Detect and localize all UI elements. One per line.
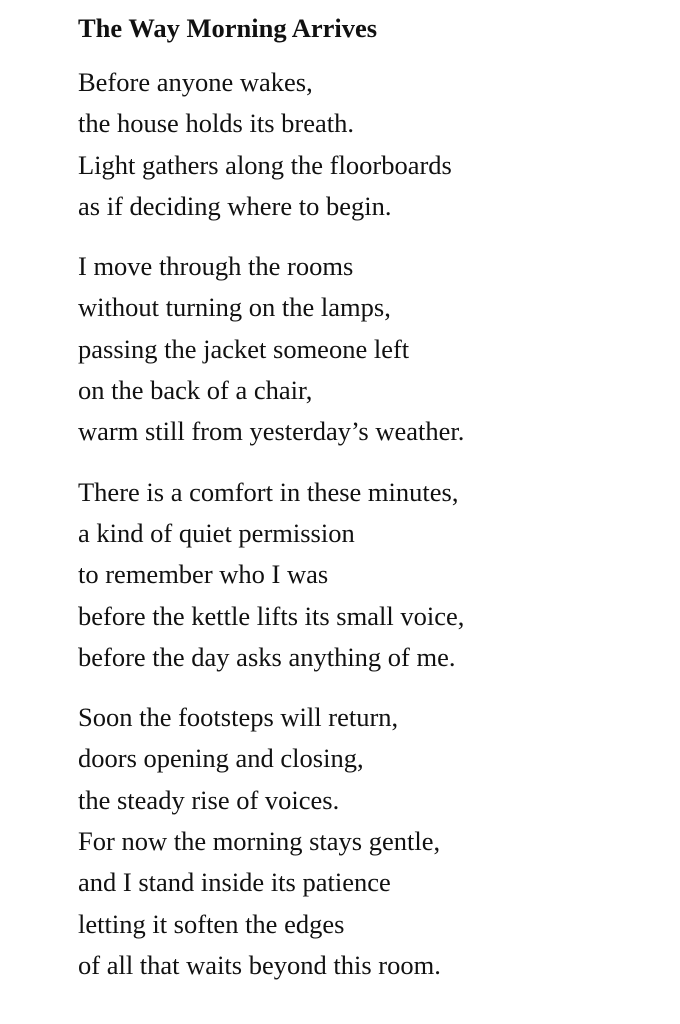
poem-line: There is a comfort in these minutes, (78, 476, 459, 507)
poem-line: without turning on the lamps, (78, 292, 391, 323)
poem-line: before the kettle lifts its small voice, (78, 600, 465, 631)
poem-line: doors opening and closing, (78, 743, 364, 774)
stanza-1 (78, 62, 668, 227)
poem-line: before the day asks anything of me. (78, 641, 456, 672)
poem-line: Light gathers along the floorboards (78, 149, 452, 180)
poem-line: I move through the rooms (78, 251, 354, 282)
poem-line: of all that waits beyond this room. (78, 949, 441, 980)
poem-line: as if deciding where to begin. (78, 190, 392, 221)
poem-line: to remember who I was (78, 559, 329, 590)
poem-line: on the back of a chair, (78, 375, 313, 406)
stanza-2 (78, 246, 668, 452)
poem-line: the house holds its breath. (78, 108, 354, 139)
poem-line: the steady rise of voices. (78, 784, 340, 815)
poem (78, 10, 668, 1005)
stanza-4 (78, 697, 668, 986)
poem-line: warm still from yesterday’s weather. (78, 416, 465, 447)
poem-line: Soon the footsteps will return, (78, 702, 399, 733)
poem-line: Before anyone wakes, (78, 67, 313, 97)
poem-line: passing the jacket someone left (78, 333, 410, 364)
poem-line: a kind of quiet permission (78, 517, 355, 548)
stanza-3 (78, 472, 668, 678)
poem-line: For now the morning stays gentle, (78, 826, 441, 857)
poem-title: The Way Morning Arrives (78, 13, 378, 43)
poem-line: letting it soften the edges (78, 908, 345, 939)
poem-line: and I stand inside its patience (78, 867, 391, 898)
